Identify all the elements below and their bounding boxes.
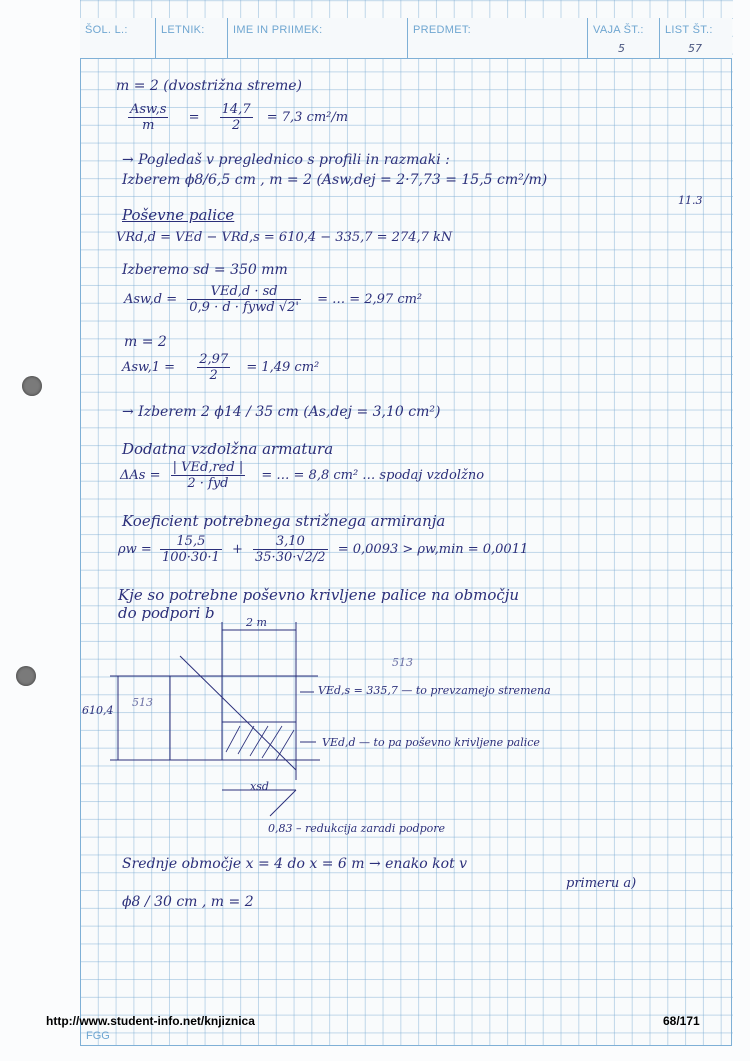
side-reference: 11.3 [678, 194, 703, 207]
note-line-primeru-a: primeru a) [566, 876, 637, 891]
fraction-denominator: 35·30·√2/2 [255, 550, 326, 565]
fraction-numerator: 3,10 [253, 534, 328, 550]
diagram-label-610-4: 610,4 [82, 704, 114, 717]
footer-page-number: 68/171 [663, 1014, 700, 1028]
equals-sign: = [188, 110, 200, 125]
hatch-line [238, 726, 254, 754]
note-line-m2-second: m = 2 [124, 334, 167, 350]
footer-source-url: http://www.student-info.net/knjiznica [46, 1014, 255, 1028]
section-heading-koeficient: Koeficient potrebnega strižnega armiranja [122, 512, 446, 530]
note-line-vrdd: VRd,d = VEd − VRd,s = 610,4 − 335,7 = 274,7 kN [116, 230, 453, 245]
header-value-list: 57 [688, 42, 702, 55]
fraction-denominator: m [142, 118, 155, 133]
header-label-ime: IME IN PRIIMEK: [233, 24, 323, 36]
support-reduction-line [270, 790, 296, 816]
sketch-strokes [110, 622, 320, 816]
note-line-srednje-obmocje: Srednje območje x = 4 do x = 6 m → enako kot v [122, 856, 468, 872]
hatch-line [250, 726, 268, 756]
note-line-phi8-30: ϕ8 / 30 cm , m = 2 [122, 894, 254, 910]
hatch-line [226, 726, 240, 752]
formula-lhs: Asw,1 = [122, 360, 176, 375]
header-label-list: LIST ŠT.: [665, 24, 713, 36]
fraction-numerator: 14,7 [221, 102, 251, 117]
fraction-denominator: 2 · fyd [187, 476, 229, 491]
formula-lhs: ρw = [118, 542, 152, 557]
note-line-kje-so: Kje so potrebne poševno krivljene palice na območju [118, 586, 520, 604]
diagram-label-513-left: 513 [132, 696, 153, 709]
header-value-vaja: 5 [618, 42, 625, 55]
fraction-denominator: 0,9 · d · fywd √2' [189, 300, 299, 315]
diagram-label-vrds: VEd,s = 335,7 — to prevzamejo stremena [318, 684, 551, 697]
diagram-label-2m: 2 m [246, 616, 267, 629]
hatch-line [276, 730, 294, 760]
result-value: = … = 2,97 cm² [317, 292, 423, 307]
section-heading-dodatna-armatura: Dodatna vzdolžna armatura [122, 440, 334, 458]
result-value: = 7,3 cm²/m [266, 110, 349, 125]
fraction-numerator: Asw,s [130, 102, 167, 117]
note-line-izberem-stremena: Izberem ϕ8/6,5 cm , m = 2 (Asw,dej = 2·7,73 = 15,5 cm²/m) [122, 172, 548, 188]
plus-sign: + [231, 542, 243, 557]
diagram-label-reduction: 0,83 – redukcija zaradi podpore [268, 822, 446, 835]
header-label-predmet: PREDMET: [413, 24, 472, 36]
fraction-denominator: 2 [231, 118, 241, 133]
fraction-numerator: | VEd,red | [172, 460, 244, 475]
fraction-numerator: VEd,d · sd [187, 284, 301, 300]
hatch-area [226, 726, 294, 760]
note-line-sd: Izberemo sd = 350 mm [122, 262, 288, 278]
shear-diagonal [180, 656, 296, 770]
header-label-sol: ŠOL. L.: [85, 24, 128, 36]
diagram-label-xsd: xsd [250, 780, 269, 793]
header-label-letnik: LETNIK: [161, 24, 205, 36]
result-value: = … = 8,8 cm² … spodaj vzdolžno [261, 468, 485, 483]
note-line-izberem-palice: → Izberem 2 ϕ14 / 35 cm (As,dej = 3,10 cm²) [122, 404, 441, 420]
note-line-m2: m = 2 (dvostrižna streme) [116, 78, 303, 94]
result-value: = 0,0093 > ρw,min = 0,0011 [337, 542, 529, 557]
header-label-vaja: VAJA ŠT.: [593, 24, 644, 36]
note-line-pogledas: → Pogledaš v preglednico s profili in razmaki : [122, 152, 450, 168]
diagram-label-vrdd: VEd,d — to pa poševno krivljene palice [322, 736, 540, 749]
fraction-denominator: 2 [209, 368, 218, 383]
note-line-do-podpori: do podpori b [118, 604, 215, 622]
fraction-denominator: 100·30·1 [161, 550, 220, 565]
section-heading-posevne-palice: Poševne palice [122, 206, 235, 224]
diagram-label-513-top: 513 [392, 656, 413, 669]
result-value: = 1,49 cm² [246, 360, 320, 375]
formula-lhs: Asw,d = [124, 292, 178, 307]
formula-lhs: ΔAs = [120, 468, 161, 483]
form-code: FGG [86, 1030, 110, 1042]
fraction-numerator: 15,5 [160, 534, 222, 550]
fraction-numerator: 2,97 [199, 352, 229, 367]
